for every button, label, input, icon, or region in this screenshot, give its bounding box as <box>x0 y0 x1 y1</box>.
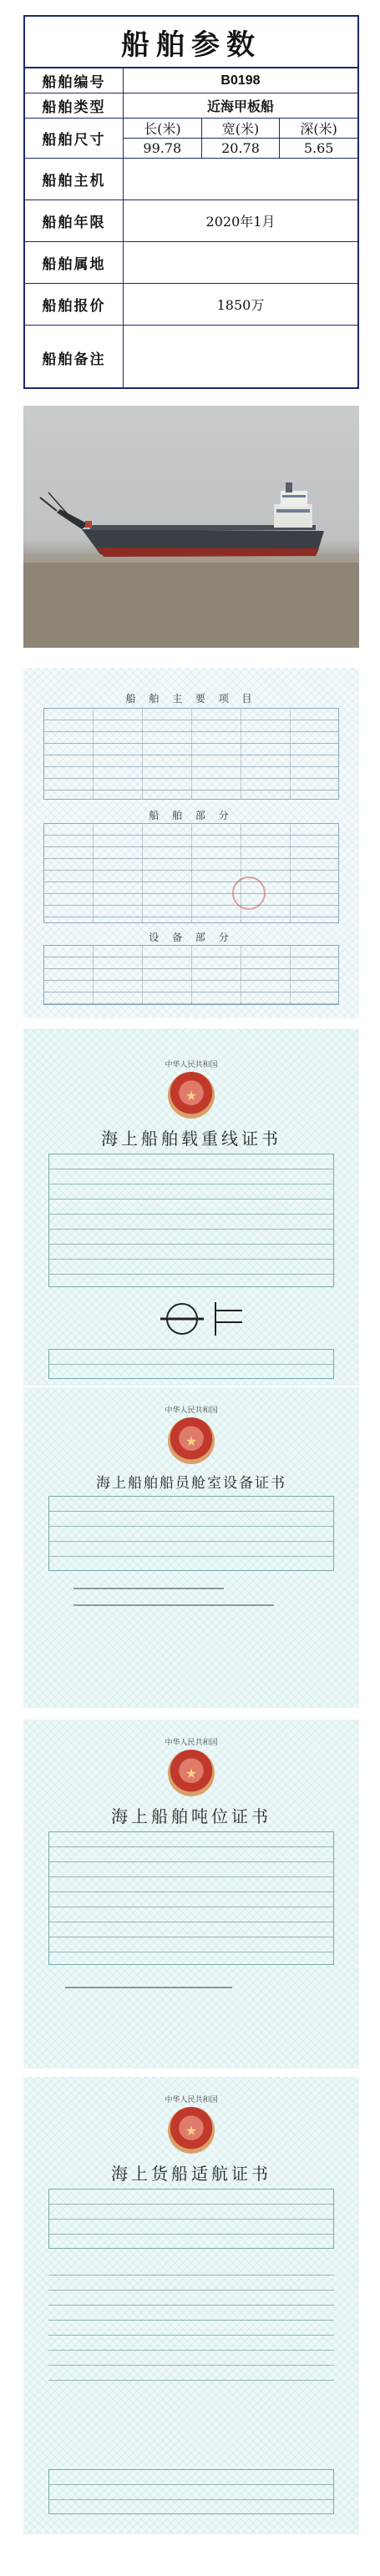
cert1-title: 海上船舶载重线证书 <box>101 1129 281 1149</box>
cert1-form <box>48 1154 334 1287</box>
cert3-country: 中华人民共和国 <box>165 1739 218 1747</box>
label-number: 船舶编号 <box>25 68 124 93</box>
value-number: B0198 <box>220 73 261 88</box>
cert1-country: 中华人民共和国 <box>165 1061 218 1069</box>
value-engine <box>124 159 357 200</box>
cert4-form-bottom <box>48 2469 334 2514</box>
cert2-text-line <box>73 1604 274 1606</box>
registry-stamp-icon <box>232 876 266 910</box>
label-type: 船舶类型 <box>25 93 124 118</box>
national-emblem-icon-2: ★ <box>168 1417 215 1464</box>
size-header-depth: 深(米) <box>300 121 337 137</box>
registry-equip-section: 设 备 部 分 <box>149 932 234 943</box>
cert1-form-bottom <box>48 1349 334 1379</box>
cert4-country: 中华人民共和国 <box>165 2096 218 2104</box>
registry-heading: 船 舶 主 要 项 目 <box>125 693 257 705</box>
row-type <box>25 93 357 119</box>
row-location <box>25 242 357 284</box>
value-year: 2020年1月 <box>205 214 276 230</box>
ship-registration-document <box>23 668 359 1018</box>
row-remarks <box>25 326 357 389</box>
label-price: 船舶报价 <box>25 284 124 325</box>
cert3-text-line <box>65 1987 232 1988</box>
cert4-form-lower <box>48 2260 334 2394</box>
cert2-text-line <box>73 1588 224 1589</box>
row-size <box>25 119 357 159</box>
crew-accommodation-certificate <box>23 1387 359 1708</box>
value-price: 1850万 <box>216 297 265 313</box>
size-grid <box>124 119 357 158</box>
value-remarks <box>124 326 357 389</box>
registry-equip-grid <box>43 945 339 1005</box>
cert3-form <box>48 1831 334 1965</box>
registry-ship-grid <box>43 823 339 923</box>
cert4-form <box>48 2189 334 2249</box>
row-engine <box>25 159 357 200</box>
value-type: 近海甲板船 <box>206 98 274 114</box>
row-number <box>25 68 357 93</box>
national-emblem-icon-4: ★ <box>168 2107 215 2154</box>
label-year: 船舶年限 <box>25 200 124 241</box>
registry-ship-section: 船 舶 部 分 <box>149 810 234 821</box>
size-header-width: 宽(米) <box>202 119 281 138</box>
size-value-length: 99.78 <box>124 139 202 158</box>
size-header-length: 长(米) <box>124 119 202 138</box>
national-emblem-icon-3: ★ <box>168 1750 215 1796</box>
cert2-title: 海上船舶船员舱室设备证书 <box>96 1475 286 1492</box>
deck-barge-illustration <box>23 406 359 648</box>
cert4-title: 海上货船适航证书 <box>111 2164 271 2184</box>
ship-photo <box>23 406 359 648</box>
ship-spec-table <box>23 15 359 389</box>
size-value-width: 20.78 <box>202 139 281 158</box>
size-value-depth: 5.65 <box>303 140 334 156</box>
load-line-certificate <box>23 1028 359 1386</box>
label-remarks: 船舶备注 <box>25 326 124 389</box>
row-price <box>25 284 357 326</box>
load-line-mark-icon <box>149 1294 249 1344</box>
cert3-title: 海上船舶吨位证书 <box>111 1806 271 1826</box>
registry-main-grid <box>43 708 339 800</box>
national-emblem-icon: ★ <box>168 1072 215 1119</box>
label-location: 船舶属地 <box>25 242 124 283</box>
tonnage-certificate <box>23 1720 359 2068</box>
label-engine: 船舶主机 <box>25 159 124 200</box>
spec-title: 船舶参数 <box>25 17 357 68</box>
row-year <box>25 200 357 242</box>
value-location <box>124 242 357 283</box>
cert2-form <box>48 1496 334 1571</box>
cert2-country: 中华人民共和国 <box>165 1407 218 1415</box>
label-size: 船舶尺寸 <box>25 119 124 158</box>
seaworthiness-certificate <box>23 2077 359 2534</box>
